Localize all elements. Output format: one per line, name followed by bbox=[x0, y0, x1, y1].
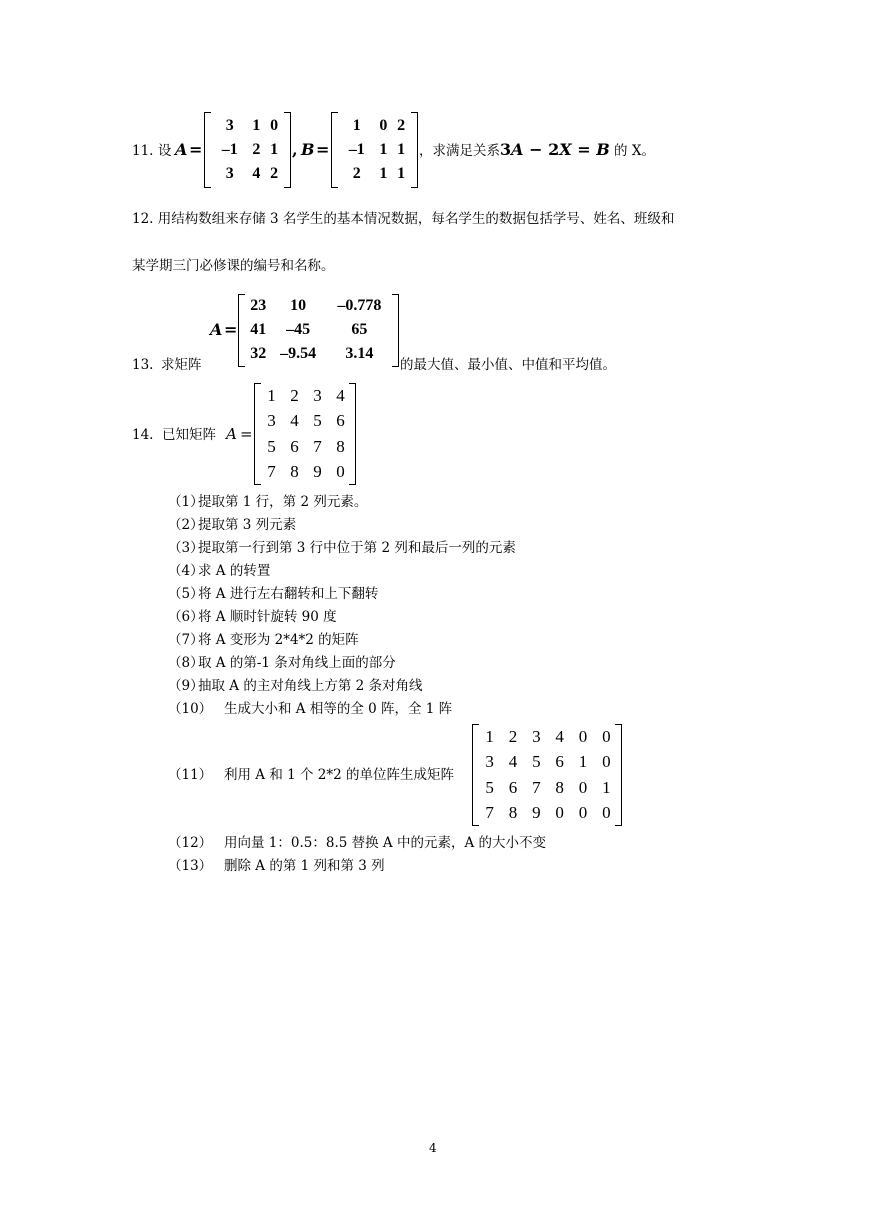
matrix-cell: 3 bbox=[267, 411, 276, 431]
sub-question bbox=[168, 539, 516, 557]
matrix-cell: 4 bbox=[336, 385, 345, 405]
matrix-cell: 0 bbox=[379, 117, 388, 134]
matrix-row bbox=[339, 138, 410, 162]
question-13-number: 13. bbox=[132, 357, 154, 373]
matrix-cell: 32 bbox=[250, 345, 267, 362]
matrix-b-table bbox=[339, 114, 410, 186]
sub-question-body: 提取第 3 列元素 bbox=[198, 517, 297, 533]
left-bracket bbox=[238, 294, 245, 367]
question-11-relation bbox=[419, 141, 655, 160]
matrix-cell: 8 bbox=[508, 803, 518, 823]
matrix-cell: 2 bbox=[397, 117, 406, 134]
sub-question bbox=[168, 834, 546, 852]
matrix-cell: 7 bbox=[267, 462, 276, 482]
matrix-a bbox=[204, 112, 291, 188]
page-number: 4 bbox=[429, 1141, 437, 1155]
sub-question-number: （10） bbox=[168, 701, 213, 717]
sub-question bbox=[168, 608, 337, 626]
matrix-cell: 10 bbox=[290, 297, 307, 314]
matrix-cell: 1 bbox=[352, 117, 361, 134]
right-bracket bbox=[411, 112, 418, 188]
matrix-cell: 1 bbox=[379, 141, 388, 158]
matrix-a bbox=[254, 383, 356, 485]
matrix-cell: 6 bbox=[290, 436, 299, 456]
relation-suffix: 的 X。 bbox=[609, 143, 655, 159]
question-12-line-2: 某学期三门必修课的编号和名称。 bbox=[132, 258, 335, 274]
sub-question-body: 抽取 A 的主对角线上方第 2 条对角线 bbox=[198, 678, 423, 694]
sub-question bbox=[168, 516, 296, 534]
equals-sign: = bbox=[240, 425, 253, 443]
matrix-cell: 6 bbox=[508, 777, 518, 797]
matrix-cell: 4 bbox=[252, 165, 261, 182]
sub-question-number: （6） bbox=[168, 609, 204, 625]
matrix-cell: 1 bbox=[485, 726, 494, 746]
sub-question bbox=[168, 677, 423, 695]
matrix-cell: 2 bbox=[352, 165, 361, 182]
sub-question-body: 提取第 1 行，第 2 列元素。 bbox=[198, 494, 368, 510]
question-13-tail: 的最大值、最小值、中值和平均值。 bbox=[400, 357, 616, 373]
matrix-cell: 1 bbox=[267, 385, 276, 405]
matrix-cell: 41 bbox=[250, 321, 267, 338]
matrix-cell: 2 bbox=[290, 385, 299, 405]
matrix-cell: –45 bbox=[286, 321, 311, 338]
matrix-cell: 6 bbox=[336, 411, 345, 431]
question-11-number: 11. bbox=[132, 143, 154, 159]
matrix-cell: 4 bbox=[508, 752, 518, 772]
matrix-cell: 0 bbox=[270, 117, 279, 134]
matrix-cell: 4 bbox=[555, 726, 564, 746]
sub-question-number: （2） bbox=[168, 517, 204, 533]
matrix-cell: 3.14 bbox=[345, 345, 374, 362]
matrix-row bbox=[339, 162, 410, 186]
matrix-row bbox=[339, 114, 410, 138]
matrix-a-label: A bbox=[226, 425, 237, 443]
matrix-cell: 5 bbox=[313, 411, 322, 431]
matrix-cell: 3 bbox=[225, 165, 234, 182]
matrix-cell: 1 bbox=[252, 117, 261, 134]
relation-3: 3 bbox=[500, 140, 512, 159]
sub-question-body: 取 A 的第-1 条对角线上面的部分 bbox=[198, 655, 396, 671]
matrix-cell: 3 bbox=[532, 726, 541, 746]
sub-question-number: （9） bbox=[168, 678, 204, 694]
matrix-cell: 6 bbox=[555, 752, 564, 772]
relation-eq: = bbox=[571, 140, 597, 159]
relation-b: B bbox=[596, 140, 610, 159]
result-matrix-table bbox=[478, 724, 618, 826]
matrix-cell: 8 bbox=[336, 436, 345, 456]
matrix-cell: –9.54 bbox=[280, 345, 317, 362]
sub-question bbox=[168, 585, 378, 603]
matrix-cell: 3 bbox=[485, 752, 494, 772]
matrix-cell: 0 bbox=[555, 803, 564, 823]
result-matrix bbox=[472, 724, 622, 826]
sub-question bbox=[168, 700, 452, 718]
matrix-cell: 7 bbox=[485, 803, 494, 823]
question-13-lead: 求矩阵 bbox=[161, 357, 202, 373]
sub-question bbox=[168, 631, 359, 649]
sub-question-body: 将 A 变形为 2*4*2 的矩阵 bbox=[198, 632, 359, 648]
sub-question-body: 生成大小和 A 相等的全 0 阵，全 1 阵 bbox=[224, 701, 453, 717]
sub-question bbox=[168, 857, 385, 875]
matrix-cell: 7 bbox=[532, 777, 541, 797]
matrix-row bbox=[478, 775, 618, 801]
sub-question-body: 提取第一行到第 3 行中位于第 2 列和最后一列的元素 bbox=[198, 540, 516, 556]
matrix-cell: 1 bbox=[270, 141, 279, 158]
sub-question-number: （3） bbox=[168, 540, 204, 556]
sub-question-number: （1） bbox=[168, 494, 204, 510]
matrix-row bbox=[478, 724, 618, 750]
matrix-row bbox=[478, 750, 618, 776]
matrix-cell: –0.778 bbox=[337, 297, 382, 314]
question-14-number: 14. bbox=[132, 427, 154, 443]
matrix-row bbox=[246, 318, 393, 342]
question-14-lead: 已知矩阵 bbox=[162, 427, 216, 443]
comma: , bbox=[292, 140, 298, 159]
relation-prefix: ，求满足关系 bbox=[419, 143, 500, 159]
matrix-row bbox=[212, 138, 283, 162]
matrix-cell: 0 bbox=[578, 777, 588, 797]
matrix-cell: –1 bbox=[348, 141, 365, 158]
matrix-cell: 8 bbox=[290, 462, 299, 482]
sub-question bbox=[168, 562, 270, 580]
matrix-cell: 9 bbox=[313, 462, 322, 482]
matrix-a-table bbox=[246, 294, 393, 366]
matrix-cell: 1 bbox=[397, 165, 406, 182]
matrix-cell: 1 bbox=[397, 141, 406, 158]
sub-question-body: 求 A 的转置 bbox=[198, 563, 271, 579]
sub-question-number: （13） bbox=[168, 858, 213, 874]
matrix-cell: 0 bbox=[602, 726, 611, 746]
matrix-row bbox=[260, 383, 352, 409]
matrix-cell: 1 bbox=[578, 752, 588, 772]
matrix-row bbox=[260, 409, 352, 435]
matrix-cell: 0 bbox=[578, 726, 588, 746]
matrix-cell: 9 bbox=[532, 803, 541, 823]
left-bracket bbox=[331, 112, 338, 188]
question-12-line-1: 12. 用结构数组来存储 3 名学生的基本情况数据，每名学生的数据包括学号、姓名、班级和 bbox=[132, 211, 675, 227]
matrix-cell: 3 bbox=[313, 385, 322, 405]
matrix-b bbox=[331, 112, 418, 188]
matrix-row bbox=[246, 342, 393, 366]
matrix-a bbox=[238, 294, 399, 367]
sub-question-body: 将 A 顺时针旋转 90 度 bbox=[198, 609, 337, 625]
matrix-cell: 5 bbox=[267, 436, 276, 456]
matrix-cell: 2 bbox=[252, 141, 261, 158]
sub-question-number: （4） bbox=[168, 563, 204, 579]
matrix-cell: 0 bbox=[336, 462, 345, 482]
question-11-lead: 设 bbox=[158, 143, 172, 159]
matrix-cell: 23 bbox=[250, 297, 267, 314]
matrix-cell: 5 bbox=[485, 777, 494, 797]
matrix-a-table bbox=[212, 114, 283, 186]
matrix-row bbox=[212, 162, 283, 186]
matrix-cell: 8 bbox=[555, 777, 564, 797]
sub-question-number: （8） bbox=[168, 655, 204, 671]
matrix-cell: 0 bbox=[602, 803, 611, 823]
matrix-row bbox=[260, 460, 352, 486]
sub-question-body: 利用 A 和 1 个 2*2 的单位阵生成矩阵 bbox=[224, 767, 455, 783]
matrix-cell: 1 bbox=[379, 165, 388, 182]
sub-question bbox=[168, 493, 367, 511]
matrix-row bbox=[212, 114, 283, 138]
matrix-cell: 4 bbox=[290, 411, 299, 431]
relation-x: X bbox=[559, 140, 572, 159]
matrix-a-table bbox=[260, 383, 352, 485]
matrix-cell: 65 bbox=[351, 321, 368, 338]
matrix-cell: 3 bbox=[225, 117, 234, 134]
sub-question-body: 将 A 进行左右翻转和上下翻转 bbox=[198, 586, 379, 602]
equals-sign: = bbox=[189, 140, 203, 159]
matrix-row bbox=[478, 801, 618, 827]
relation-a: A bbox=[511, 140, 524, 159]
relation-minus: − 2 bbox=[523, 140, 560, 159]
right-bracket bbox=[284, 112, 291, 188]
equals-sign: = bbox=[316, 140, 330, 159]
sub-question-number: （12） bbox=[168, 835, 213, 851]
matrix-b-label: B bbox=[301, 140, 315, 159]
sub-question-number: （7） bbox=[168, 632, 204, 648]
sub-question-body: 用向量 1：0.5：8.5 替换 A 中的元素，A 的大小不变 bbox=[224, 835, 546, 851]
matrix-cell: –1 bbox=[221, 141, 238, 158]
sub-question-body: 删除 A 的第 1 列和第 3 列 bbox=[224, 858, 385, 874]
left-bracket bbox=[204, 112, 211, 188]
matrix-row bbox=[246, 294, 393, 318]
equals-sign: = bbox=[224, 320, 238, 339]
matrix-a-label: A bbox=[210, 320, 223, 339]
sub-question-number: （5） bbox=[168, 586, 204, 602]
sub-question-number: （11） bbox=[168, 767, 213, 783]
matrix-cell: 5 bbox=[532, 752, 541, 772]
matrix-cell: 0 bbox=[578, 803, 588, 823]
matrix-cell: 1 bbox=[602, 777, 611, 797]
matrix-row bbox=[260, 434, 352, 460]
matrix-cell: 7 bbox=[313, 436, 322, 456]
matrix-cell: 2 bbox=[270, 165, 279, 182]
sub-question-11-text bbox=[168, 766, 454, 784]
sub-question bbox=[168, 654, 396, 672]
matrix-cell: 0 bbox=[602, 752, 611, 772]
matrix-cell: 2 bbox=[508, 726, 518, 746]
right-bracket bbox=[392, 294, 399, 367]
matrix-a-label: A bbox=[175, 140, 188, 159]
